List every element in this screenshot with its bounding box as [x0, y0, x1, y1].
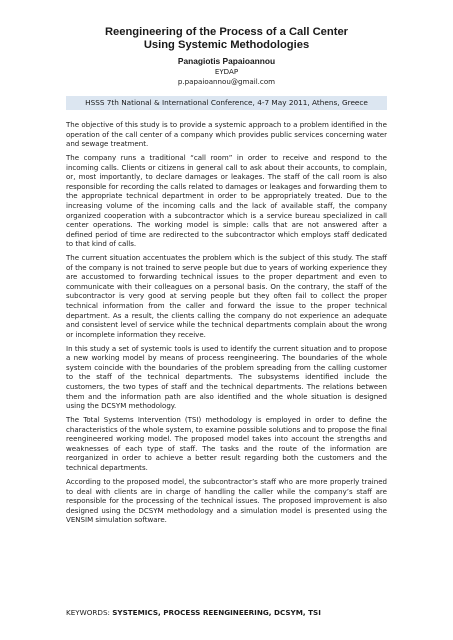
title-line-2: Using Systemic Methodologies — [143, 39, 310, 51]
paper-title — [66, 26, 387, 52]
author-email: p.papaioannou@gmail.com — [177, 77, 276, 86]
abstract-body — [66, 120, 387, 525]
keywords-label: KEYWORDS: — [66, 608, 110, 617]
title-line-1: Reengineering of the Process of a Call Center — [104, 26, 349, 38]
abstract-paragraph: The objective of this study is to provide a systemic approach to a problem identified in the operation of the call center of a company which provides public services concerning water and sewage treatment. — [66, 120, 387, 149]
conference-banner: HSSS 7th National & International Conference, 4-7 May 2011, Athens, Greece — [66, 96, 387, 110]
author-name: Panagiotis Papaioannou — [177, 56, 276, 66]
abstract-paragraph: The Total Systems Intervention (TSI) methodology is employed in order to define the characteristics of the whole system, to examine possible solutions and to propose the final reengineered working model. The proposed model takes into account the strengths and weaknesses of each type of staff. The tasks and the route of the information are reorganized in order to achieve a better result regarding both the customers and the technical departments. — [66, 415, 387, 472]
abstract-paragraph: The company runs a traditional “call room” in order to receive and respond to the incoming calls. Clients or citizens in general call to ask about their accounts, to complain, or, most importantly, to declare damages or leakages. The staff of the call room is also responsible for recording the calls related to damages or leakages and forwarding them to the appropriate technical department in order to be appropriately treated. Due to the increasing volume of the incoming calls and the lack of available staff, the company organized cooperation with a subcontractor which is a service bureau specialized in call center operations. The working model is simple: calls that are not answered after a defined period of time are redirected to the subcontractor which employs staff dedicated to that kind of calls. — [66, 153, 387, 249]
keywords-list: SYSTEMICS, PROCESS REENGINEERING, DCSYM, TSI — [112, 608, 321, 617]
keywords-line — [66, 608, 321, 617]
abstract-paragraph: In this study a set of systemic tools is used to identify the current situation and to propose a new working model by means of process reengineering. The boundaries of the whole system coincide with the boundaries of the problem spreading from the calling customer to the staff of the technical departments. The subsystems identified include the customers, the two types of staff and the technical departments. The relations between them and the information path are also identified and the whole situation is designed using the DCSYM methodology. — [66, 343, 387, 411]
author-affiliation: EYDAP — [214, 67, 239, 76]
abstract-paragraph: The current situation accentuates the problem which is the subject of this study. The staff of the company is not trained to serve people but due to years of working experience they are accustomed to forwarding technical issues to the proper department and even to communicate with their colleagues on a personal basis. On the contrary, the staff of the subcontractor is very good at serving people but they often fail to collect the proper technical information from the caller and forward the issue to the proper technical department. As a result, the clients calling the company do not experience an adequate and consistent level of service while the technical departments complain about the wrong or incomplete information they receive. — [66, 253, 387, 339]
abstract-paragraph: According to the proposed model, the subcontractor’s staff who are more properly trained to deal with clients are in charge of handling the caller while the company’s staff are responsible for the processing of the technical issues. The proposed improvement is also designed using the DCSYM methodology and a simulation model is presented using the VENSIM simulation software. — [66, 477, 387, 525]
